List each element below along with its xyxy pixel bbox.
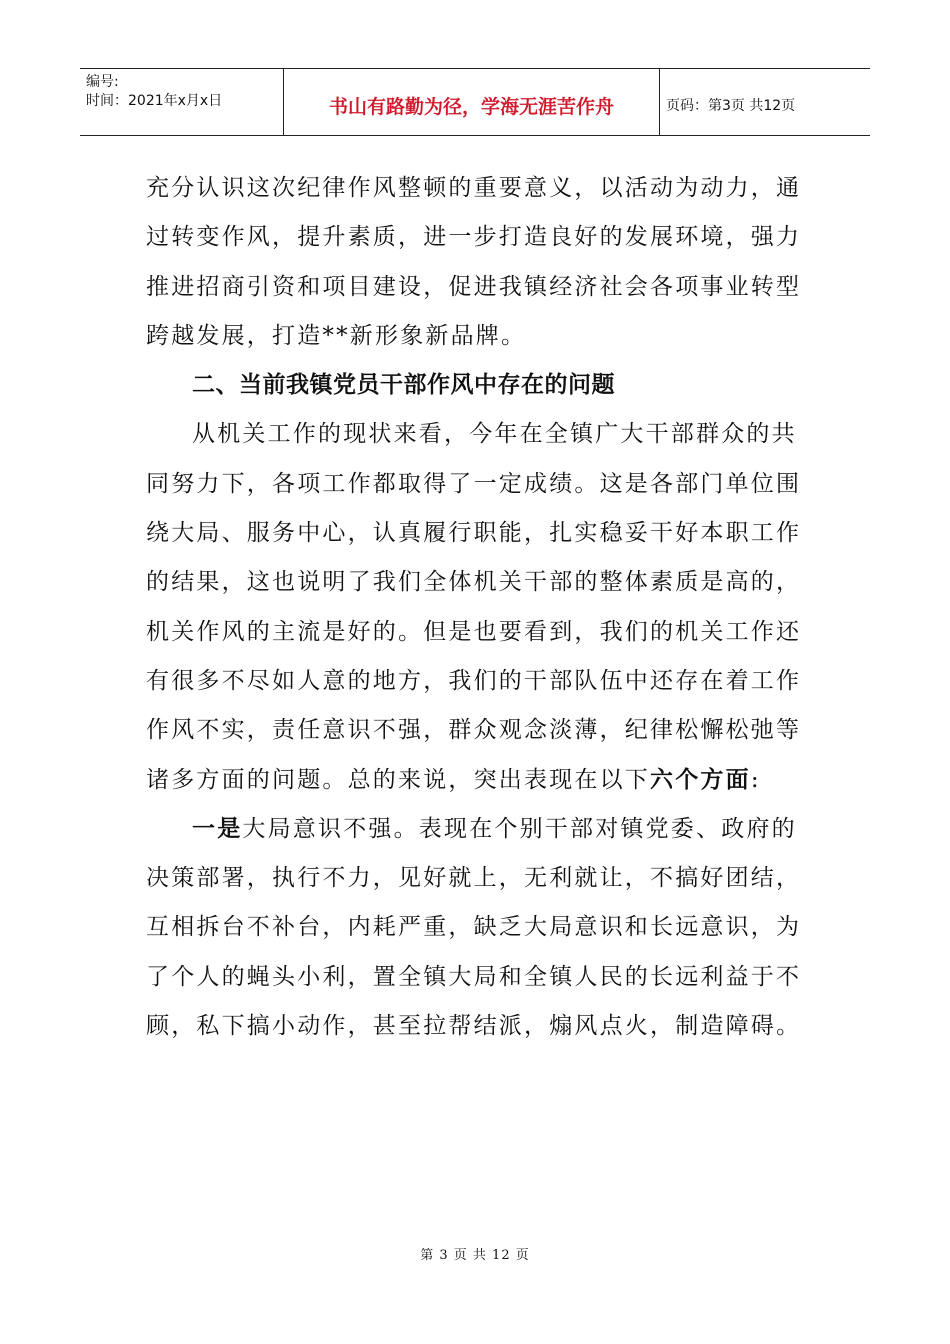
header-motto: 书山有路勤为径，学海无涯苦作舟 — [284, 69, 660, 135]
header-meta — [80, 69, 284, 135]
section-heading-2: 二、当前我镇党员干部作风中存在的问题 — [192, 372, 615, 399]
paragraph-2 — [146, 410, 806, 804]
document-body — [146, 164, 806, 1051]
page-footer: 第 3 页 共 12 页 — [420, 1248, 530, 1263]
page-header — [80, 68, 870, 136]
paragraph-3 — [146, 805, 806, 1051]
paragraph-3-bold: 一是 — [192, 815, 243, 842]
paragraph-1: 充分认识这次纪律作风整顿的重要意义，以活动为动力，通过转变作风，提升素质，进一步打造良好的发展环境，强力推进招商引资和项目建设，促进我镇经济社会各项事业转型跨越发展，打造**新形象新品牌。 — [146, 175, 802, 349]
header-page-info: 页码：第3页 共12页 — [666, 98, 796, 114]
paragraph-2-text: 从机关工作的现状来看，今年在全镇广大干部群众的共同努力下，各项工作都取得了一定成绩。这是各部门单位围绕大局、服务中心，认真履行职能，扎实稳妥干好本职工作的结果，这也说明了我们全体机关干部的整体素质是高的，机关作风的主流是好的。但是也要看到，我们的机关工作还有很多不尽如人意的地方，我们的干部队伍中还存在着工作作风不实，责任意识不强，群众观念淡薄，纪律松懈松弛等诸多方面的问题。总的来说，突出表现在以下 — [146, 421, 802, 793]
time-label: 时间：2021年x月x日 — [86, 93, 223, 109]
paragraph-2-bold: 六个方面 — [650, 766, 751, 793]
paragraph-3-text: 大局意识不强。表现在个别干部对镇党委、政府的决策部署，执行不力，见好就上，无利就让，不搞好团结，互相拆台不补台，内耗严重，缺乏大局意识和长远意识，为了个人的蝇头小利，置全镇大局和全镇人民的长远利益于不顾，私下搞小动作，甚至拉帮结派，煽风点火，制造障碍。 — [146, 815, 802, 1040]
number-label: 编号: — [86, 74, 119, 90]
paragraph-2-end: : — [750, 766, 761, 793]
